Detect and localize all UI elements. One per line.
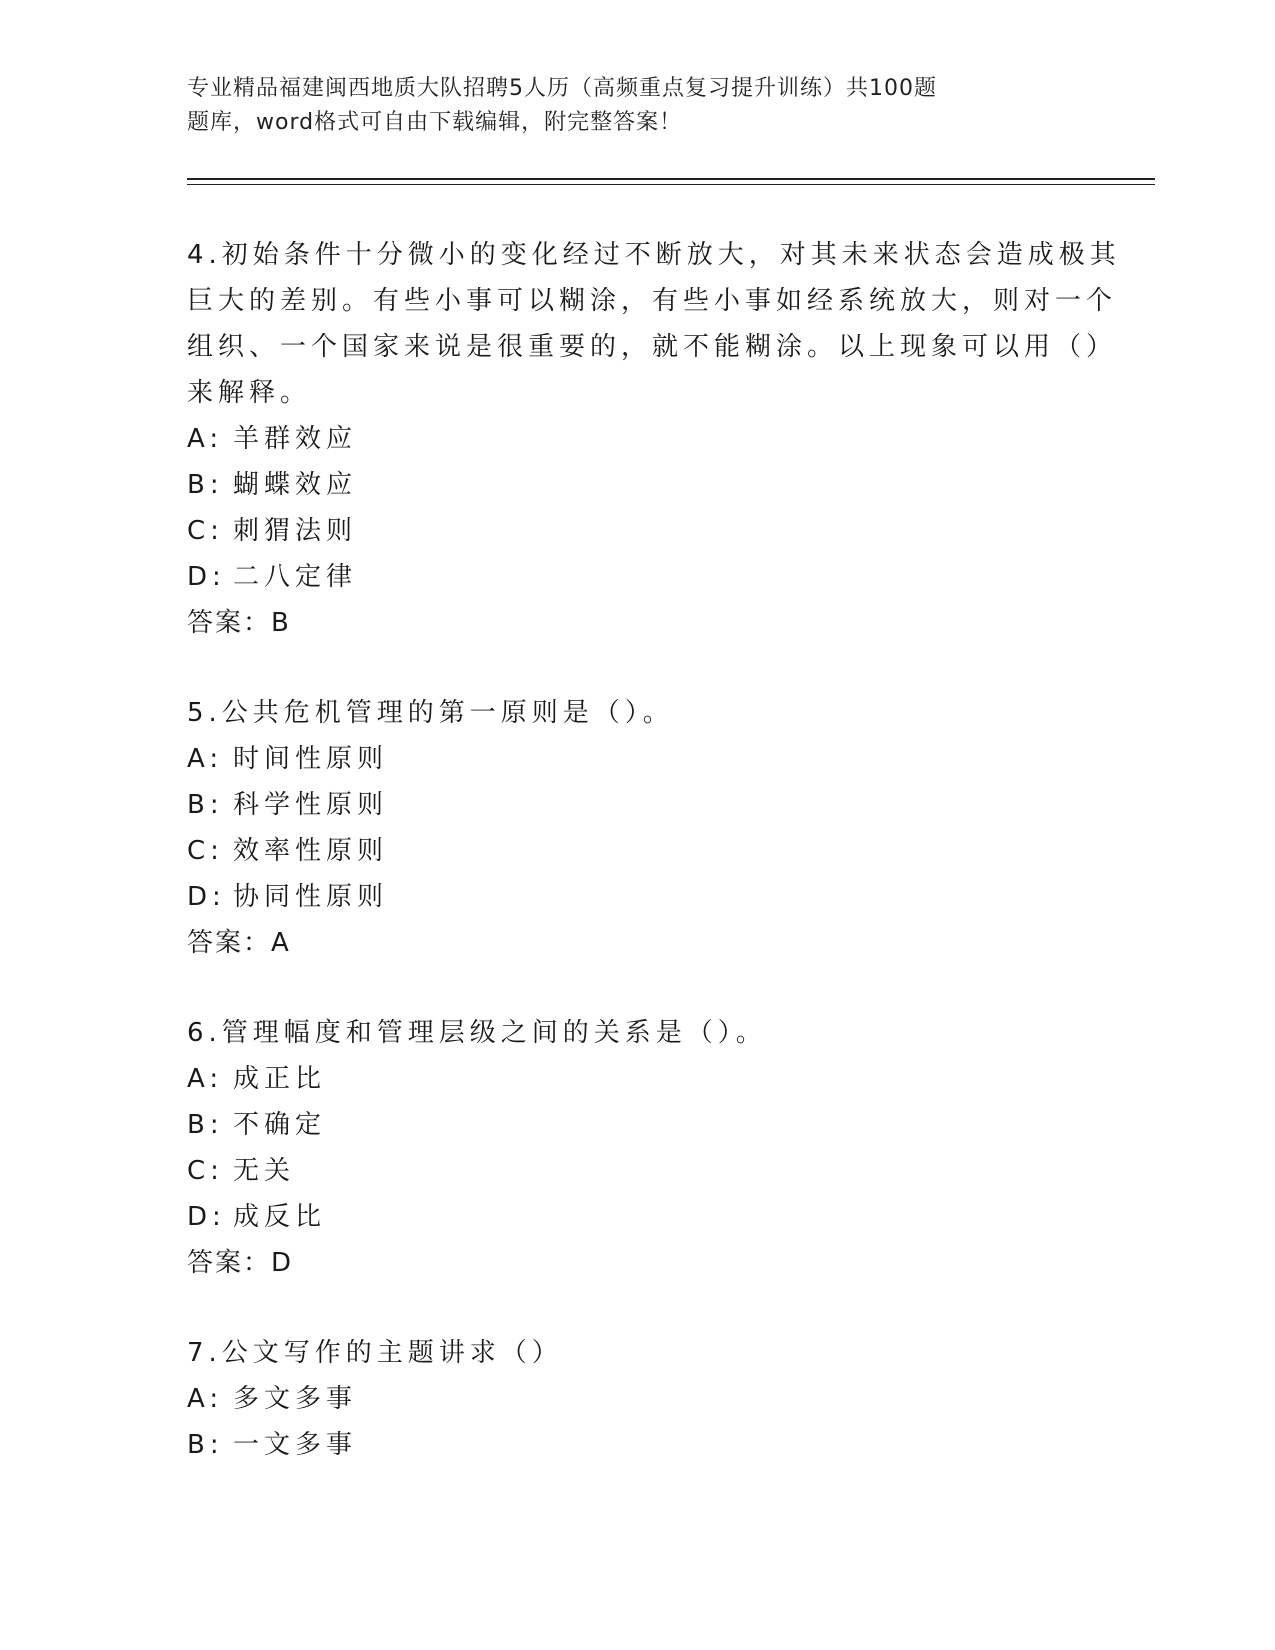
option-d xyxy=(187,1194,1087,1240)
question-spacer xyxy=(187,966,1087,1010)
option-b xyxy=(187,1422,1087,1468)
option-text: 协同性原则 xyxy=(233,882,389,912)
option-text: 一文多事 xyxy=(233,1430,358,1460)
option-text: 无关 xyxy=(233,1156,296,1186)
option-text: 二八定律 xyxy=(233,562,358,592)
option-c xyxy=(187,1148,1087,1194)
question-text-line: 4.初始条件十分微小的变化经过不断放大，对其未来状态会造成极其 xyxy=(187,240,1121,270)
header-divider-thin xyxy=(187,184,1155,185)
option-key: C: xyxy=(187,516,224,546)
option-text: 科学性原则 xyxy=(233,790,389,820)
question-spacer xyxy=(187,1286,1087,1330)
option-text: 蝴蝶效应 xyxy=(233,470,358,500)
option-a xyxy=(187,1056,1087,1102)
option-key: A: xyxy=(187,424,224,454)
question-text-line: 组织、一个国家来说是很重要的，就不能糊涂。以上现象可以用（） xyxy=(187,332,1118,362)
option-a xyxy=(187,1376,1087,1422)
option-c xyxy=(187,828,1087,874)
question-spacer xyxy=(187,646,1087,690)
option-key: A: xyxy=(187,1384,224,1414)
option-d xyxy=(187,554,1087,600)
answer-line: 答案：A xyxy=(187,928,291,958)
option-text: 不确定 xyxy=(233,1110,327,1140)
option-key: B: xyxy=(187,790,224,820)
question-text-line: 来解释。 xyxy=(187,378,312,408)
question-text-line: 7.公文写作的主题讲求（） xyxy=(187,1338,563,1368)
option-key: C: xyxy=(187,1156,224,1186)
option-b xyxy=(187,462,1087,508)
option-text: 时间性原则 xyxy=(233,744,389,774)
option-text: 多文多事 xyxy=(233,1384,358,1414)
question-list xyxy=(187,232,1121,1468)
option-key: B: xyxy=(187,1430,224,1460)
option-key: A: xyxy=(187,1064,224,1094)
header-divider-thick xyxy=(187,178,1155,180)
question-5 xyxy=(187,690,1087,966)
question-text-line: 5.公共危机管理的第一原则是（）。 xyxy=(187,698,674,728)
header-title-line-2: 题库，word格式可自由下载编辑，附完整答案！ xyxy=(187,110,683,135)
document-header xyxy=(187,72,1027,140)
option-key: B: xyxy=(187,1110,224,1140)
question-7 xyxy=(187,1330,1087,1468)
answer-line: 答案：D xyxy=(187,1248,294,1278)
question-text-line: 巨大的差别。有些小事可以糊涂，有些小事如经系统放大，则对一个 xyxy=(187,286,1118,316)
answer-line: 答案：B xyxy=(187,608,291,638)
option-b xyxy=(187,1102,1087,1148)
option-c xyxy=(187,508,1087,554)
option-key: D: xyxy=(187,1202,226,1232)
option-text: 成反比 xyxy=(233,1202,327,1232)
option-key: D: xyxy=(187,882,226,912)
option-text: 羊群效应 xyxy=(233,424,358,454)
option-text: 刺猬法则 xyxy=(233,516,358,546)
option-a xyxy=(187,736,1087,782)
option-key: D: xyxy=(187,562,226,592)
question-text-line: 6.管理幅度和管理层级之间的关系是（）。 xyxy=(187,1018,767,1048)
question-4 xyxy=(187,232,1121,646)
option-d xyxy=(187,874,1087,920)
option-a xyxy=(187,416,1087,462)
option-text: 效率性原则 xyxy=(233,836,389,866)
header-title-line-1: 专业精品福建闽西地质大队招聘5人历（高频重点复习提升训练）共100题 xyxy=(187,76,937,101)
question-6 xyxy=(187,1010,1087,1286)
option-text: 成正比 xyxy=(233,1064,327,1094)
option-key: C: xyxy=(187,836,224,866)
option-key: A: xyxy=(187,744,224,774)
option-key: B: xyxy=(187,470,224,500)
option-b xyxy=(187,782,1087,828)
